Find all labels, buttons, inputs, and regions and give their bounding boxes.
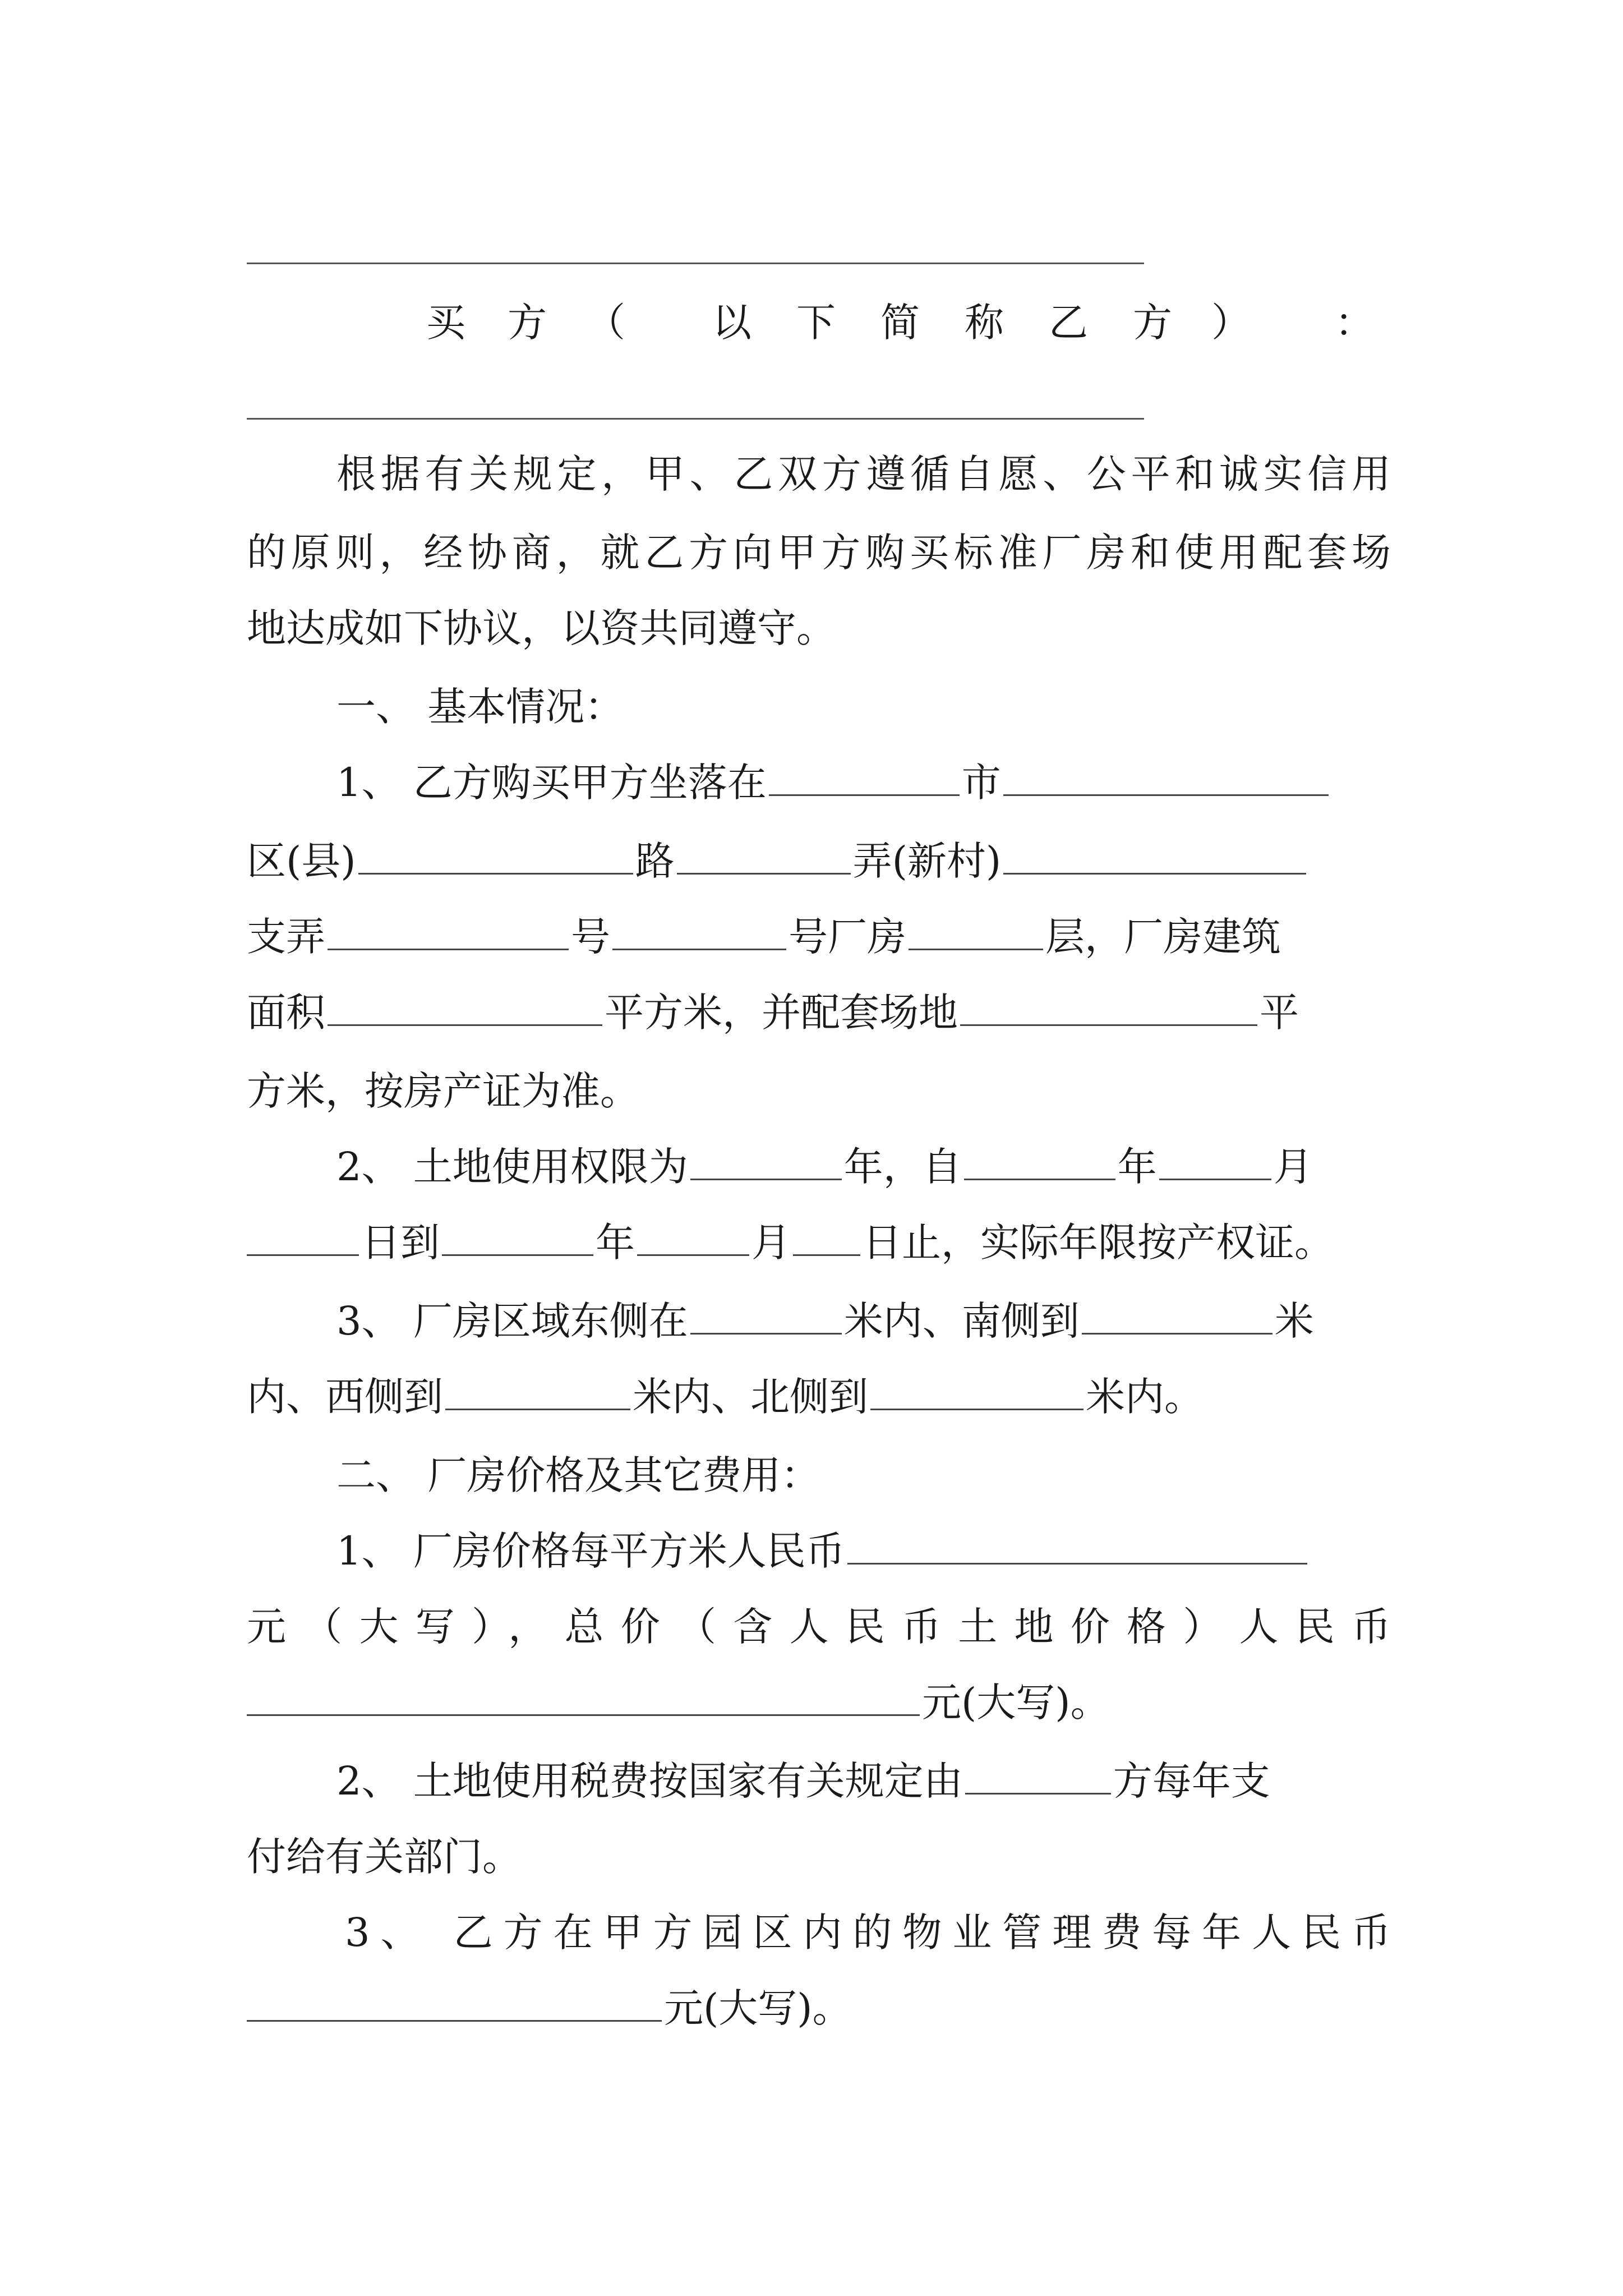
east-blank[interactable] [690,1298,842,1335]
buyer-char: 下 [796,300,836,346]
s1-item3-line1 [336,1296,1314,1346]
text: 平方米，并配套场地 [605,990,958,1036]
lane-blank[interactable] [328,914,569,950]
buyer-char: 方 [508,300,547,346]
text: 1、 乙方购买甲方坐落在 [336,760,767,806]
buyer-char: ： [1335,300,1374,346]
s1-item2-line1 [336,1142,1313,1192]
text: 1、 厂房价格每平方米人民币 [336,1528,845,1574]
text: 3、 厂房区域东侧在 [336,1298,688,1344]
intro-line-1: 根据有关规定，甲、乙双方遵循自愿、公平和诚实信用 [336,451,1391,497]
district-blank[interactable] [358,838,633,875]
text: 米内、北侧到 [633,1374,868,1420]
start-day-blank[interactable] [247,1220,359,1256]
text: 米 [1274,1298,1314,1344]
buyer-char: 以 [712,300,751,346]
number-blank[interactable] [612,914,786,950]
s2-item2-line1 [336,1756,1270,1806]
term-years-blank[interactable] [690,1144,842,1180]
text: 号厂房 [789,914,906,960]
mgmt-fee-blank[interactable] [247,1985,662,2022]
s1-item1-line4 [247,987,1299,1038]
text: 区(县) [247,838,356,884]
text: 2、 土地使用权限为 [336,1144,688,1190]
buyer-line [0,297,1623,348]
text: 米内。 [1086,1374,1204,1420]
floor-blank[interactable] [909,914,1043,950]
end-month-blank[interactable] [637,1220,749,1256]
village-blank[interactable] [1003,838,1306,875]
buyer-char: （ [586,300,625,346]
s2-item1-line3 [247,1677,1110,1728]
intro-line-2: 的原则，经协商，就乙方向甲方购买标准厂房和使用配套场 [247,530,1391,576]
text: 市 [961,760,1001,806]
buyer-char: 买 [426,300,465,346]
top-blank-rule [247,263,1144,264]
text: 内、西侧到 [247,1374,443,1420]
text: 日到 [361,1220,440,1266]
south-blank[interactable] [1082,1298,1272,1335]
city-tail-blank[interactable] [1003,760,1329,796]
west-blank[interactable] [445,1374,630,1410]
s1-item1-line2 [247,836,1308,886]
s2-item1-line2: 元（大写），总价（含人民币土地价格）人民币 [247,1604,1391,1650]
text: 路 [635,838,675,884]
tax-party-blank[interactable] [965,1758,1111,1795]
s2-item3-line1: 3、 乙方在甲方园区内的物业管理费每年人民币 [345,1910,1391,1955]
section1-heading: 一、 基本情况： [336,684,624,730]
text: 2、 土地使用税费按国家有关规定由 [336,1758,963,1804]
text: 面积 [247,990,325,1036]
north-blank[interactable] [870,1374,1083,1410]
buyer-char: 简 [880,300,920,346]
text: 号 [571,914,610,960]
text: 弄(新村) [852,838,1002,884]
s2-item3-line2 [247,1983,852,2033]
buyer-char: 乙 [1049,300,1088,346]
intro-line-3: 地达成如下协议，以资共同遵守。 [247,605,836,651]
text: 元(大写)。 [922,1680,1110,1726]
text: 米内、南侧到 [843,1298,1080,1344]
s1-item1-line5: 方米，按房产证为准。 [247,1068,639,1114]
total-price-blank[interactable] [247,1680,920,1716]
site-area-blank[interactable] [960,990,1257,1026]
s1-item3-line2 [247,1372,1204,1422]
text: 年，自 [843,1144,962,1190]
text: 层，厂房建筑 [1045,914,1281,960]
start-month-blank[interactable] [1159,1144,1271,1180]
area-blank[interactable] [328,990,602,1026]
s1-item2-line2 [247,1217,1334,1268]
text: 月 [1273,1144,1313,1190]
text: 年 [1117,1144,1157,1190]
text: 年 [596,1220,635,1266]
text: 元(大写)。 [664,1985,852,2031]
city-blank[interactable] [769,760,960,796]
s1-item1-line1 [336,757,1331,808]
end-year-blank[interactable] [442,1220,593,1256]
s1-item1-line3 [247,912,1281,962]
buyer-char: 称 [965,300,1004,346]
buyer-char: ） [1211,300,1251,346]
road-blank[interactable] [677,838,851,875]
text: 方每年支 [1113,1758,1270,1804]
text: 支弄 [247,914,325,960]
unit-price-blank[interactable] [847,1528,1307,1565]
buyer-blank-rule [247,418,1144,420]
s2-item2-line2: 付给有关部门。 [247,1834,522,1880]
section2-heading: 二、 厂房价格及其它费用： [336,1452,820,1498]
text: 平 [1260,990,1299,1036]
start-year-blank[interactable] [964,1144,1115,1180]
text: 月 [751,1220,791,1266]
end-day-blank[interactable] [793,1220,860,1256]
s2-item1-line1 [336,1526,1310,1576]
text: 日止，实际年限按产权证。 [863,1220,1334,1266]
buyer-char: 方 [1133,300,1172,346]
